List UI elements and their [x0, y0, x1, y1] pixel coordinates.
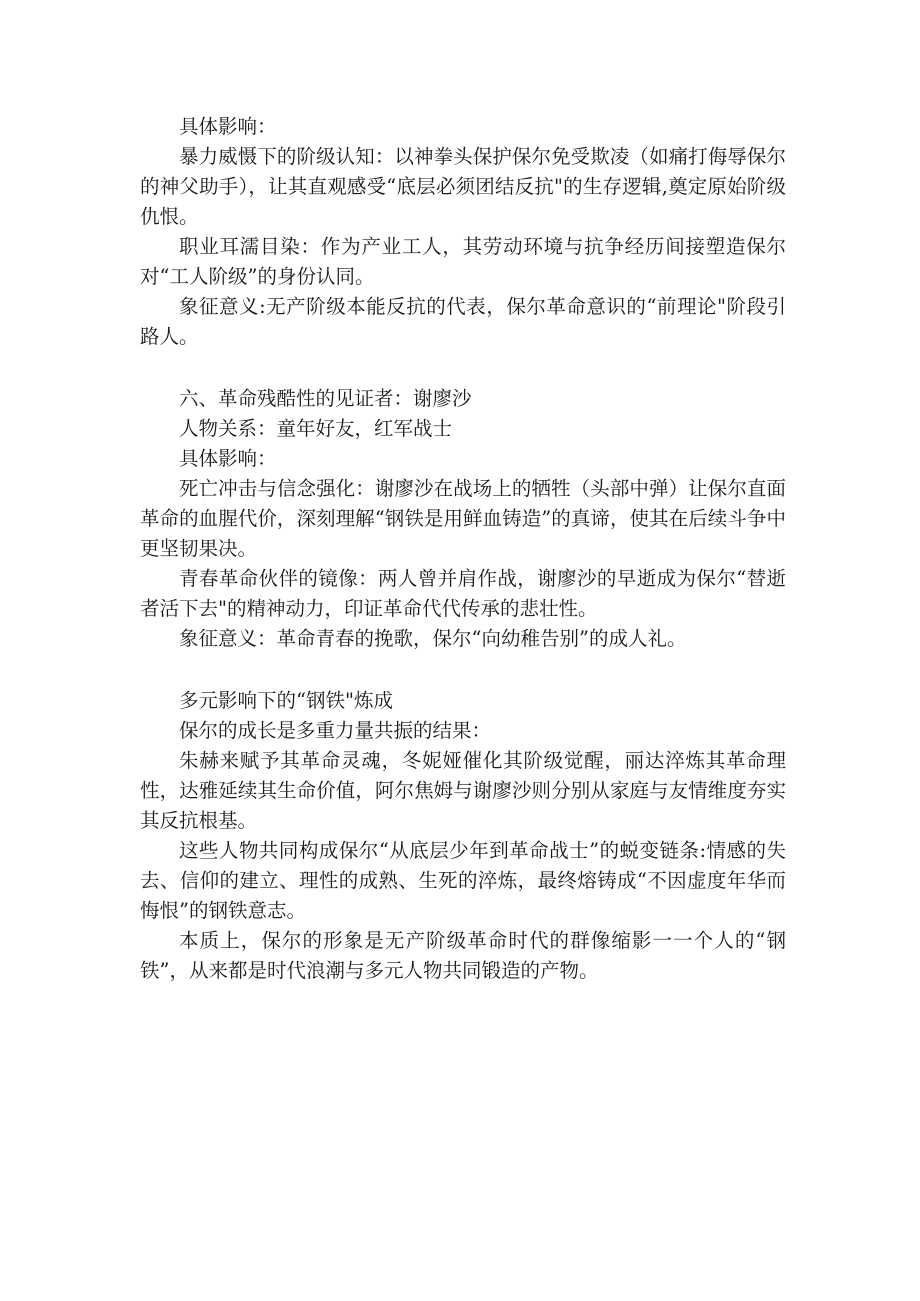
section-spacer: [140, 654, 786, 686]
conclusion-paragraph-3: 本质上，保尔的形象是无产阶级革命时代的群像缩影一一个人的“钢铁”，从来都是时代浪潮与多元人物共同锻造的产物。: [140, 929, 786, 982]
section5-paragraph-3: 象征意义:无产阶级本能反抗的代表，保尔革命意识的“前理论"阶段引路人。: [140, 295, 786, 348]
section6-paragraph-1: 死亡冲击与信念强化：谢廖沙在战场上的牺牲（头部中弹）让保尔直面革命的血腥代价，深刻理解“钢铁是用鲜血铸造”的真谛，使其在后续斗争中更坚韧果决。: [140, 477, 786, 560]
section5-paragraph-1: 暴力威慑下的阶级认知：以神拳头保护保尔免受欺凌（如痛打侮辱保尔的神父助手），让其直观感受“底层必须团结反抗"的生存逻辑,奠定原始阶级仇恨。: [140, 145, 786, 228]
conclusion-heading: 多元影响下的“钢铁"炼成: [179, 689, 393, 712]
section5-influence-label: 具体影响：: [179, 115, 277, 138]
conclusion-intro: 保尔的成长是多重力量共振的结果：: [179, 719, 492, 742]
section6-paragraph-3: 象征意义：革命青春的挽歌，保尔“向幼稚告别”的成人礼。: [179, 627, 687, 650]
section6-heading: 六、革命残酷性的见证者：谢廖沙: [179, 387, 472, 410]
section-spacer: [140, 352, 786, 384]
conclusion-paragraph-1: 朱赫来赋予其革命灵魂，冬妮娅催化其阶级觉醒，丽达淬炼其革命理性，达雅延续其生命价值，阿尔焦姆与谢廖沙则分别从家庭与友情维度夯实其反抗根基。: [140, 749, 786, 832]
document-page: [140, 112, 786, 986]
section6-paragraph-2: 青春革命伙伴的镜像：两人曾并肩作战，谢廖沙的早逝成为保尔“替逝者活下去"的精神动力，印证革命代代传承的悲壮性。: [140, 567, 786, 620]
conclusion-paragraph-2: 这些人物共同构成保尔“从底层少年到革命战士”的蜕变链条:情感的失去、信仰的建立、理性的成熟、生死的淬炼，最终熔铸成“不因虚度年华而悔恨”的钢铁意志。: [140, 839, 786, 922]
section5-paragraph-2: 职业耳濡目染：作为产业工人，其劳动环境与抗争经历间接塑造保尔对“工人阶级”的身份认同。: [140, 235, 786, 288]
section6-relation: 人物关系：童年好友，红军战士: [179, 417, 453, 440]
section6-influence-label: 具体影响：: [179, 447, 277, 470]
